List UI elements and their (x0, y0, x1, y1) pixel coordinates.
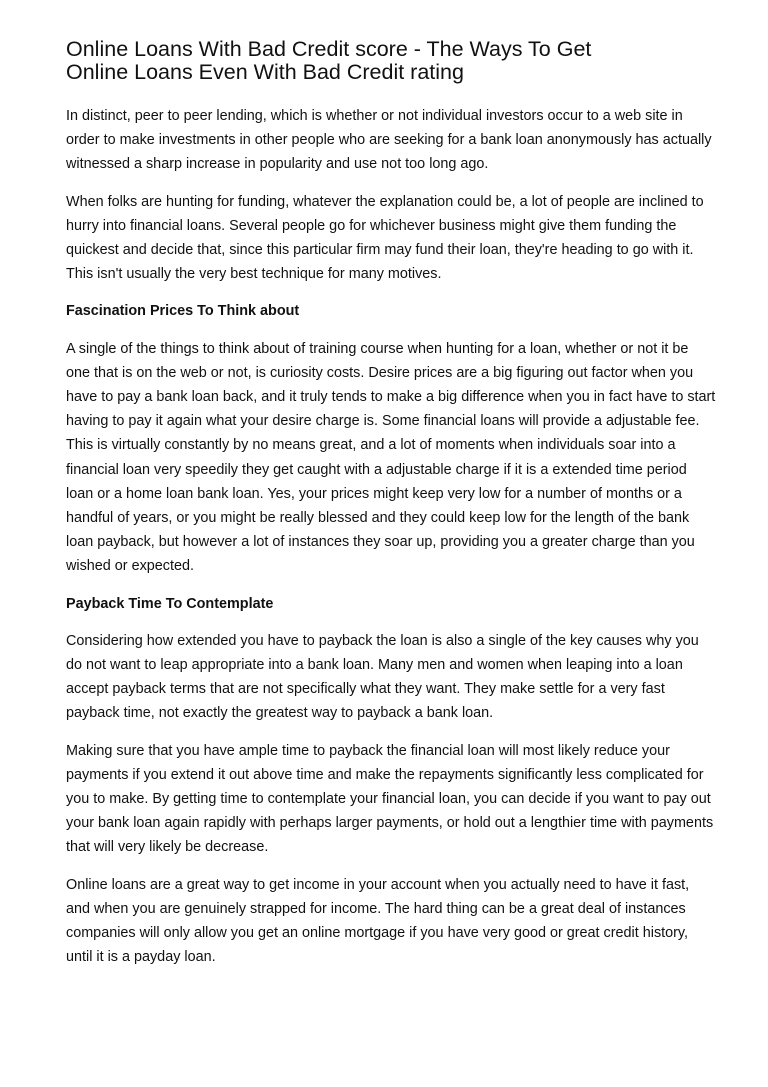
section-paragraph-interest-rates: A single of the things to think about of training course when hunting for a loan, whether or not it be one that is on the web or not, is curiosity costs. Desire prices are a big figuring out factor when you have to pay a bank loan back, and it truly tends to make a big difference when you in fact have to start having to pay it again what your desire charge is. Some financial loans will provide a adjustable fee. This is virtually constantly by no means great, and a lot of moments when individuals soar into a financial loan very speedily they get caught with a adjustable charge if it is a extended time period loan or a home loan bank loan. Yes, your prices might keep very low for a number of months or a handful of years, or you might be really blessed and they could keep low for the length of the bank loan payback, but however a lot of instances they soar up, providing you a greater charge than you wished or expected. (66, 340, 716, 575)
intro-paragraph-1: In distinct, peer to peer lending, which is whether or not individual investors occur to a web site in order to make investments in other people who are seeking for a bank loan anonymously has actually witnessed a sharp increase in popularity and use not too long ago. (66, 108, 712, 173)
title-line-1: Online Loans With Bad Credit score - The Ways To Get (66, 37, 592, 61)
section-heading-interest-rates: Fascination Prices To Think about (66, 303, 300, 320)
section-paragraph-payback-1: Considering how extended you have to payback the loan is also a single of the key causes why you do not want to leap appropriate into a bank loan. Many men and women when leaping into a loan accept payback terms that are not specifically what they want. They make settle for a very fast payback time, not exactly the greatest way to payback a bank loan. (66, 632, 699, 722)
document-title (66, 38, 716, 84)
intro-paragraph-2: When folks are hunting for funding, whatever the explanation could be, a lot of people are inclined to hurry into financial loans. Several people go for whichever business might give them funding the quickest and decide that, since this particular firm may fund their loan, they're heading to go with it. This isn't usually the very best technique for many motives. (66, 193, 704, 283)
title-line-2: Online Loans Even With Bad Credit rating (66, 60, 464, 84)
section-paragraph-payback-2: Making sure that you have ample time to payback the financial loan will most likely reduce your payments if you extend it out above time and make the repayments significantly less complicated for you to make. By getting time to contemplate your financial loan, you can decide if you want to pay out your bank loan again rapidly with perhaps larger payments, or hold out a lengthier time with payments that will very likely be decrease. (66, 742, 714, 856)
document-page (66, 38, 716, 983)
section-heading-payback-time: Payback Time To Contemplate (66, 595, 274, 612)
section-paragraph-payback-3: Online loans are a great way to get income in your account when you actually need to have it fast, and when you are genuinely strapped for income. The hard thing can be a great deal of instances companies will only allow you get an online mortgage if you have very good or great credit history, until it is a payday loan. (66, 876, 690, 966)
